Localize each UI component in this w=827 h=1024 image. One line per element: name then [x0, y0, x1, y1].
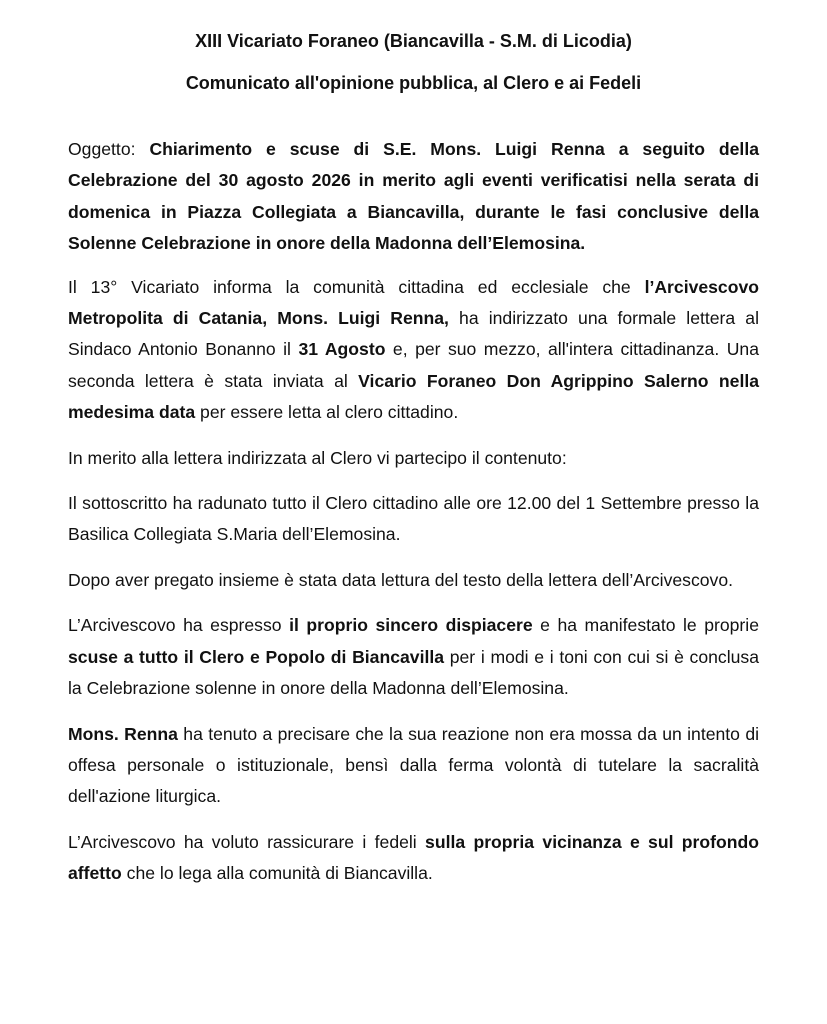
subject-paragraph — [68, 134, 759, 260]
subject-text: Chiarimento e scuse di S.E. Mons. Luigi Renna a seguito della Celebrazione del 30 agosto 2026 in merito agli eventi verificatisi nella serata di domenica in Piazza Collegiata a Biancavilla, durante le fasi conclusive della Solenne Celebrazione in onore della Madonna dell’Elemosina. — [68, 139, 759, 254]
paragraph-reassurance — [68, 827, 759, 890]
p1-text-1: Il 13° Vicariato informa la comunità cittadina ed ecclesiale che — [68, 276, 645, 297]
vicariate-title: XIII Vicariato Foraneo (Biancavilla - S.M. di Licodia) — [195, 31, 632, 51]
p7-text-2: che lo lega alla comunità di Biancavilla. — [121, 863, 433, 884]
p1-text-4: per essere letta al clero cittadino. — [195, 402, 459, 423]
p6-text-1: ha tenuto a precisare che la sua reazione non era mossa da un intento di offesa personale o istituzionale, bensì dalla ferma volontà di tutelare la sacralità dell'azione liturgica. — [68, 723, 760, 807]
p7-text-1: L’Arcivescovo ha voluto rassicurare i fedeli — [68, 831, 426, 852]
document-header — [68, 28, 759, 96]
communique-title: Comunicato all'opinione pubblica, al Clero e ai Fedeli — [185, 73, 642, 93]
paragraph-prayer-reading: Dopo aver pregato insieme è stata data lettura del testo della lettera dell’Arcivescovo. — [68, 569, 734, 590]
paragraph-clergy-meeting: Il sottoscritto ha radunato tutto il Clero cittadino alle ore 12.00 del 1 Settembre presso la Basilica Collegiata S.Maria dell’Elemosina. — [68, 493, 759, 545]
paragraph-clarification — [68, 719, 759, 813]
p5-text-1: L’Arcivescovo ha espresso — [68, 615, 290, 636]
p5-bold-apology: scuse a tutto il Clero e Popolo di Biancavilla — [68, 646, 445, 667]
p1-text-2: ha indirizzato una formale lettera al Sindaco Antonio Bonanno il — [68, 308, 759, 360]
p7-bold-affection: sulla propria vicinanza e sul profondo affetto — [68, 831, 759, 884]
paragraph-vicariate-info — [68, 272, 759, 429]
p5-bold-regret: il proprio sincero dispiacere — [289, 615, 533, 636]
p1-bold-date: 31 Agosto — [298, 339, 386, 360]
paragraph-letter-intro: In merito alla lettera indirizzata al Clero vi partecipo il contenuto: — [68, 447, 567, 468]
p1-text-3: e, per suo mezzo, all'intera cittadinanza. Una seconda lettera è stata inviata al — [68, 339, 759, 391]
p1-bold-vicar: Vicario Foraneo Don Agrippino Salerno nella medesima data — [68, 370, 759, 423]
subject-colon: : — [130, 139, 150, 159]
p1-bold-archbishop: l’Arcivescovo Metropolita di Catania, Mons. Luigi Renna, — [68, 276, 759, 329]
paragraph-apology — [68, 610, 759, 704]
p6-bold-renna: Mons. Renna — [68, 723, 178, 744]
p5-text-3: per i modi e i toni con cui si è conclusa la Celebrazione solenne in onore della Madonna dell’Elemosina. — [68, 646, 759, 699]
p5-text-2: e ha manifestato le proprie — [532, 615, 759, 636]
subject-label: Oggetto — [68, 139, 131, 159]
